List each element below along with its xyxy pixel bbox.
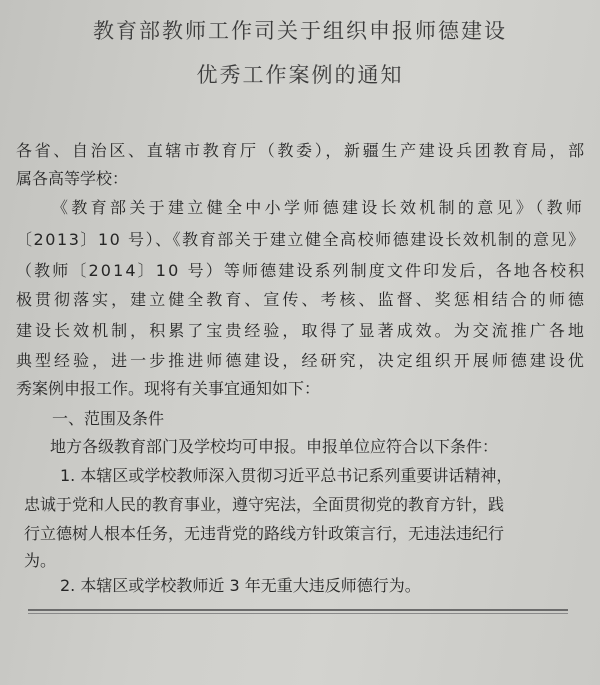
addressee-line-2: 属各高等学校： — [16, 169, 129, 188]
body-line: 建设长效机制，积累了宝贵经验，取得了显著成效。为交流推广各地 — [16, 321, 587, 340]
condition-1-line: 行立德树人根本任务，无违背党的路线方针政策言行，无违法违纪行 — [24, 524, 505, 543]
body-line: 〔2013〕10 号）、《教育部关于建立健全高校师德建设长效机制的意见》 — [16, 230, 586, 249]
body-line: 极贯彻落实，建立健全教育、宣传、考核、监督、奖惩相结合的师德 — [16, 290, 587, 309]
document-title-line-2: 优秀工作案例的通知 — [196, 63, 404, 87]
body-line: （教师〔2014〕10 号）等师德建设系列制度文件印发后，各地各校积 — [16, 261, 587, 280]
addressee-line-1: 各省、自治区、直辖市教育厅（教委），新疆生产建设兵团教育局，部 — [16, 141, 587, 160]
document-title-line-1: 教育部教师工作司关于组织申报师德建设 — [93, 19, 507, 43]
divider-rule — [28, 613, 568, 614]
condition-1-line: 忠诚于党和人民的教育事业，遵守宪法，全面贯彻党的教育方针，践 — [24, 495, 505, 514]
section-heading: 一、范围及条件 — [52, 409, 165, 428]
body-line: 秀案例申报工作。现将有关事宜通知如下： — [16, 379, 321, 398]
body-line: 典型经验，进一步推进师德建设，经研究，决定组织开展师德建设优 — [16, 351, 587, 370]
condition-1-line: 为。 — [24, 551, 57, 570]
condition-2-line: 2. 本辖区或学校教师近 3 年无重大违反师德行为。 — [60, 576, 421, 595]
body-line: 地方各级教育部门及学校均可申报。申报单位应符合以下条件： — [50, 437, 499, 456]
divider-rule — [28, 609, 568, 611]
condition-1-line: 1. 本辖区或学校教师深入贯彻习近平总书记系列重要讲话精神， — [60, 466, 513, 485]
body-line: 《教育部关于建立健全中小学师德建设长效机制的意见》（教师 — [52, 198, 586, 217]
